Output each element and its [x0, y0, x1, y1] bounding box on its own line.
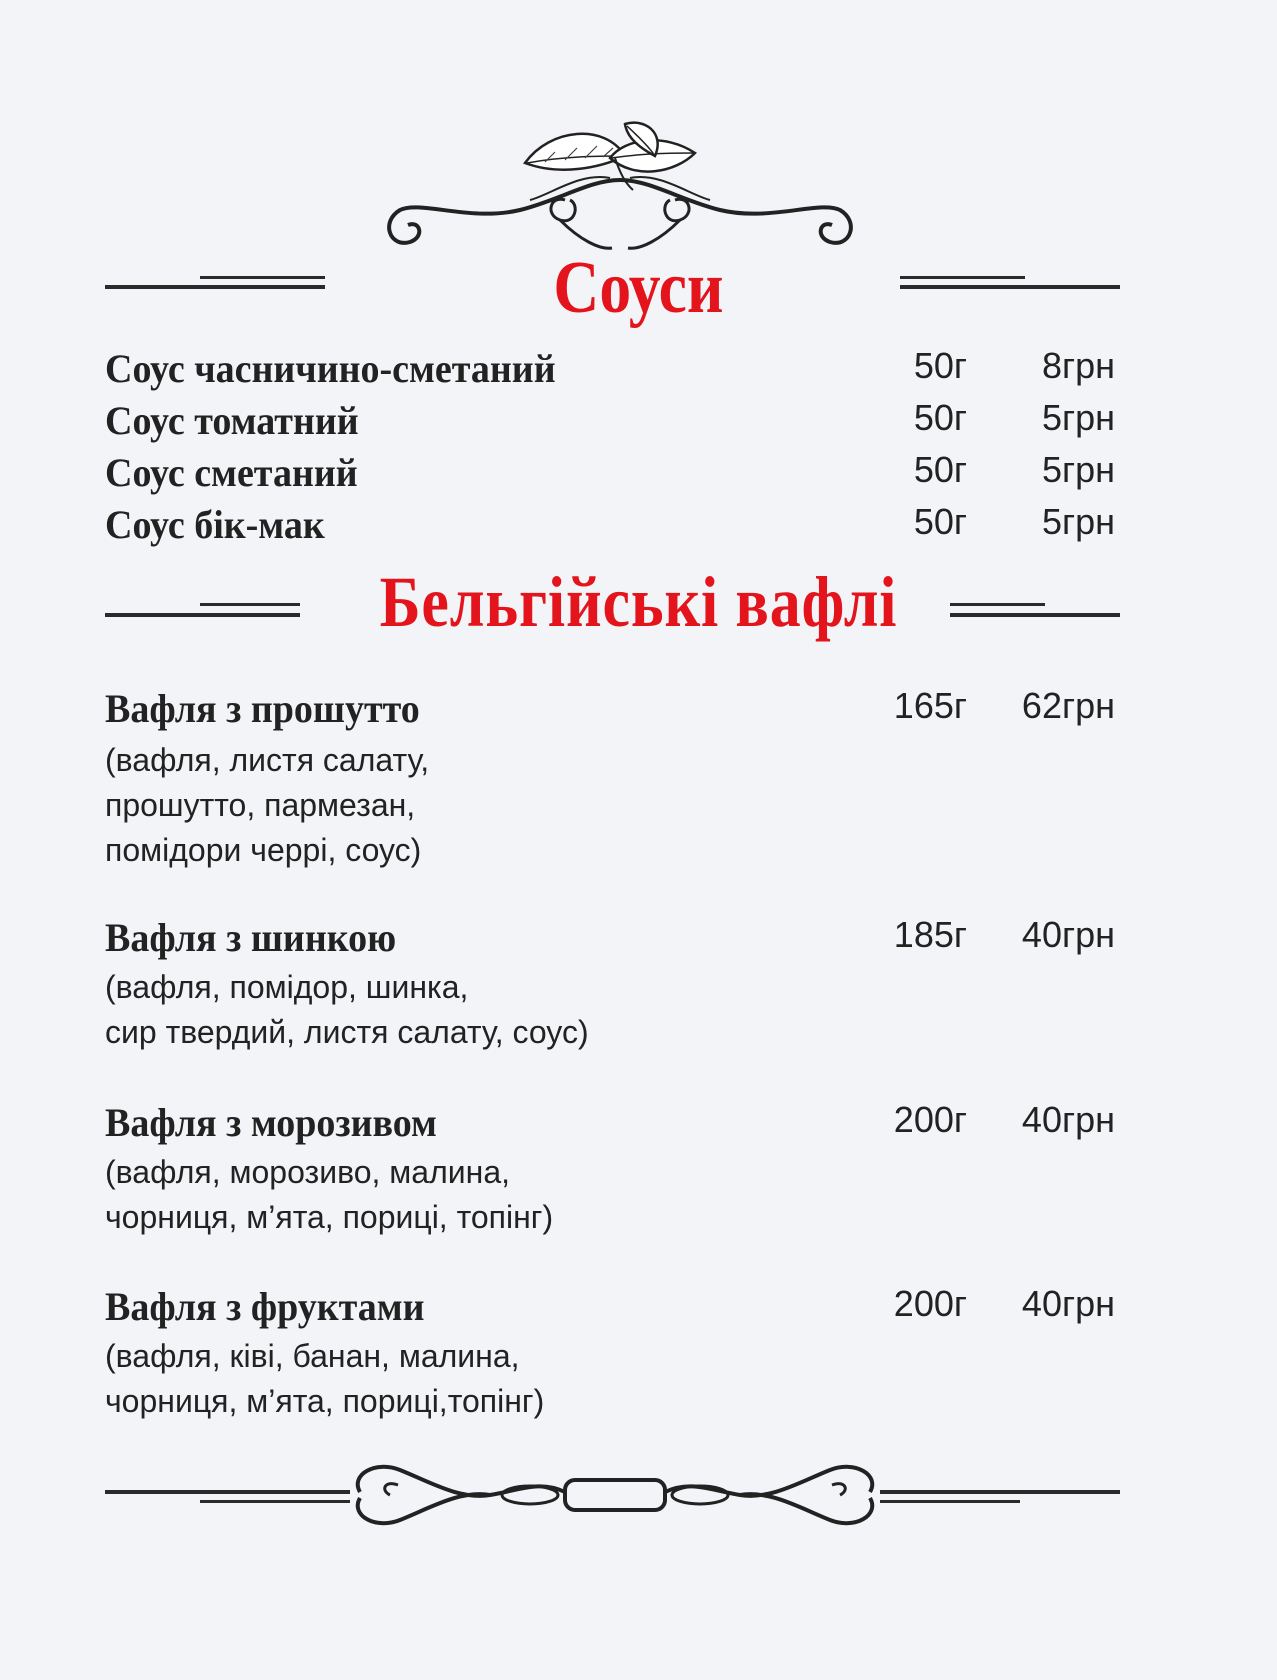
item-name: Соус бік-мак [105, 502, 325, 547]
item-description: (вафля, морозиво, малина, чорниця, м’ята, пориці, топінг) [105, 1154, 554, 1235]
item-price: 40грн [1021, 1283, 1115, 1324]
item-name: Вафля з прошутто [105, 686, 420, 731]
item-name: Соус часничино-сметаний [105, 346, 556, 391]
item-price: 62грн [1021, 685, 1115, 726]
list-item [105, 685, 1115, 737]
item-name: Вафля з шинкою [105, 915, 397, 960]
list-item [105, 345, 1115, 397]
item-name: Соус томатний [105, 398, 359, 443]
scroll-flourish-icon [350, 1450, 880, 1540]
item-name: Вафля з фруктами [105, 1284, 425, 1329]
list-item [105, 914, 1115, 966]
item-weight: 165г [893, 685, 967, 726]
item-weight: 200г [893, 1099, 967, 1140]
list-item [105, 397, 1115, 449]
item-weight: 50г [913, 501, 967, 542]
item-description: (вафля, помідор, шинка, сир твердий, листя салату, соус) [105, 969, 589, 1050]
item-price: 40грн [1021, 1099, 1115, 1140]
item-price: 40грн [1021, 914, 1115, 955]
item-weight: 50г [913, 345, 967, 386]
item-description: (вафля, ківі, банан, малина, чорниця, м’ята, пориці,топінг) [105, 1338, 545, 1419]
item-price: 5грн [1041, 501, 1115, 542]
item-price: 5грн [1041, 449, 1115, 490]
section-title-sauces: Соуси [553, 247, 724, 329]
item-weight: 50г [913, 449, 967, 490]
section-title-waffles: Бельгійські вафлі [379, 562, 898, 642]
item-description: (вафля, листя салату, прошутто, пармезан, помідори черрі, соус) [105, 742, 430, 868]
item-price: 8грн [1041, 345, 1115, 386]
list-item [105, 1099, 1115, 1151]
item-name: Вафля з морозивом [105, 1100, 437, 1145]
list-item [105, 501, 1115, 553]
item-name: Соус сметаний [105, 450, 358, 495]
list-item [105, 449, 1115, 501]
item-weight: 200г [893, 1283, 967, 1324]
item-price: 5грн [1041, 397, 1115, 438]
list-item [105, 1283, 1115, 1335]
item-weight: 185г [893, 914, 967, 955]
item-weight: 50г [913, 397, 967, 438]
